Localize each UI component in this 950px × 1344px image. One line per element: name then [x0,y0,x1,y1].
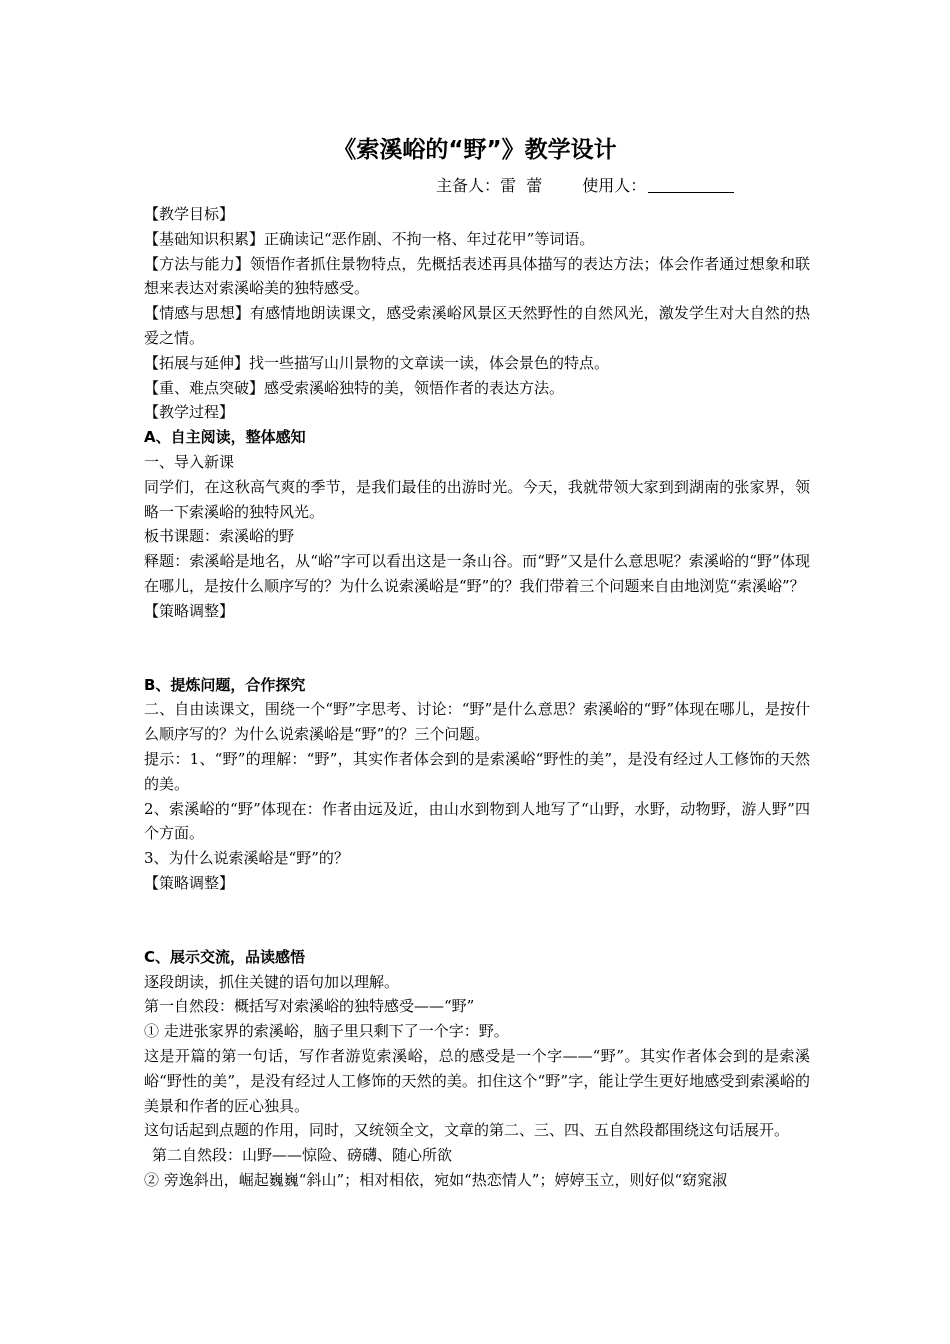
paragraph: 这句话起到点题的作用，同时，又统领全文，文章的第二、三、四、五自然段都围绕这句话展开。 [144,1121,790,1140]
goal-item: 【基础知识积累】正确读记“恶作剧、不拘一格、年过花甲”等词语。 [144,229,595,248]
goal-heading: 【教学目标】 [144,205,235,223]
paragraph: 第一自然段：概括写对索溪峪的独特感受——“野” [144,997,475,1016]
section-a-heading: A、自主阅读，整体感知 [144,428,306,447]
paragraph: 二、自由读课文，围绕一个“野”字思考、讨论：“野”是什么意思？索溪峪的“野”体现在哪儿，是按什么顺序写的？为什么说索溪峪是“野”的？三个问题。 [144,700,810,744]
strategy-note: 【策略调整】 [144,601,235,620]
paragraph: 第二自然段：山野——惊险、磅礴、随心所欲 [152,1146,453,1165]
goal-item: 【方法与能力】领悟作者抓住景物特点，先概括表述再具体描写的表达方法；体会作者通过想象和联想来表达对索溪峪美的独特感受。 [144,254,810,298]
paragraph: ② 旁逸斜出，崛起巍巍“斜山”；相对相依，宛如“热恋情人”；婷婷玉立，则好似“窈窕淑 [144,1170,728,1189]
author-line [436,174,734,198]
paragraph: 2、索溪峪的“野”体现在：作者由远及近，由山水到物到人地写了“山野，水野，动物野，游人野”四个方面。 [144,799,810,843]
section-b-heading: B、提炼问题，合作探究 [144,675,306,694]
paragraph: 提示：1、“野”的理解：“野”，其实作者体会到的是索溪峪“野性的美”，是没有经过人工修饰的天然的美。 [144,749,810,793]
paragraph: 一、导入新课 [144,452,235,471]
goal-item: 【拓展与延伸】找一些描写山川景物的文章读一读，体会景色的特点。 [144,353,610,372]
author-name: 雷 蕾 [500,176,543,195]
process-heading: 【教学过程】 [144,403,235,422]
paragraph: 逐段朗读，抓住关键的语句加以理解。 [144,972,400,991]
author-label: 主备人： [436,176,501,195]
paragraph: 3、为什么说索溪峪是“野”的？ [144,849,349,868]
paragraph: 这是开篇的第一句话，写作者游览索溪峪，总的感受是一个字——“野”。其实作者体会到的是索溪峪“野性的美”，是没有经过人工修饰的天然的美。扣住这个“野”字，能让学生更好地感受到索溪峪的美景和作者的匠心独具。 [144,1046,810,1115]
paragraph: 板书课题：索溪峪的野 [144,527,295,546]
paragraph: 释题：索溪峪是地名，从“峪”字可以看出这是一条山谷。而“野”又是什么意思呢？索溪峪的“野”体现在哪儿，是按什么顺序写的？为什么说索溪峪是“野”的？我们带着三个问题来自由地浏览“索溪峪”？ [144,552,810,595]
document-body [144,202,810,1193]
user-label: 使用人： [582,176,647,195]
user-blank-line [648,176,734,193]
goal-item: 【情感与思想】有感情地朗读课文，感受索溪峪风景区天然野性的自然风光，激发学生对大自然的热爱之情。 [144,304,810,347]
document-title: 《索溪峪的“野”》教学设计 [333,137,617,163]
strategy-note: 【策略调整】 [144,873,235,892]
paragraph: 同学们，在这秋高气爽的季节，是我们最佳的出游时光。今天，我就带领大家到到湖南的张家界，领略一下索溪峪的独特风光。 [144,477,810,521]
goal-item: 【重、难点突破】感受索溪峪独特的美，领悟作者的表达方法。 [144,378,565,397]
section-c-heading: C、展示交流，品读感悟 [144,947,306,966]
paragraph: ① 走进张家界的索溪峪，脑子里只剩下了一个字：野。 [144,1022,509,1041]
